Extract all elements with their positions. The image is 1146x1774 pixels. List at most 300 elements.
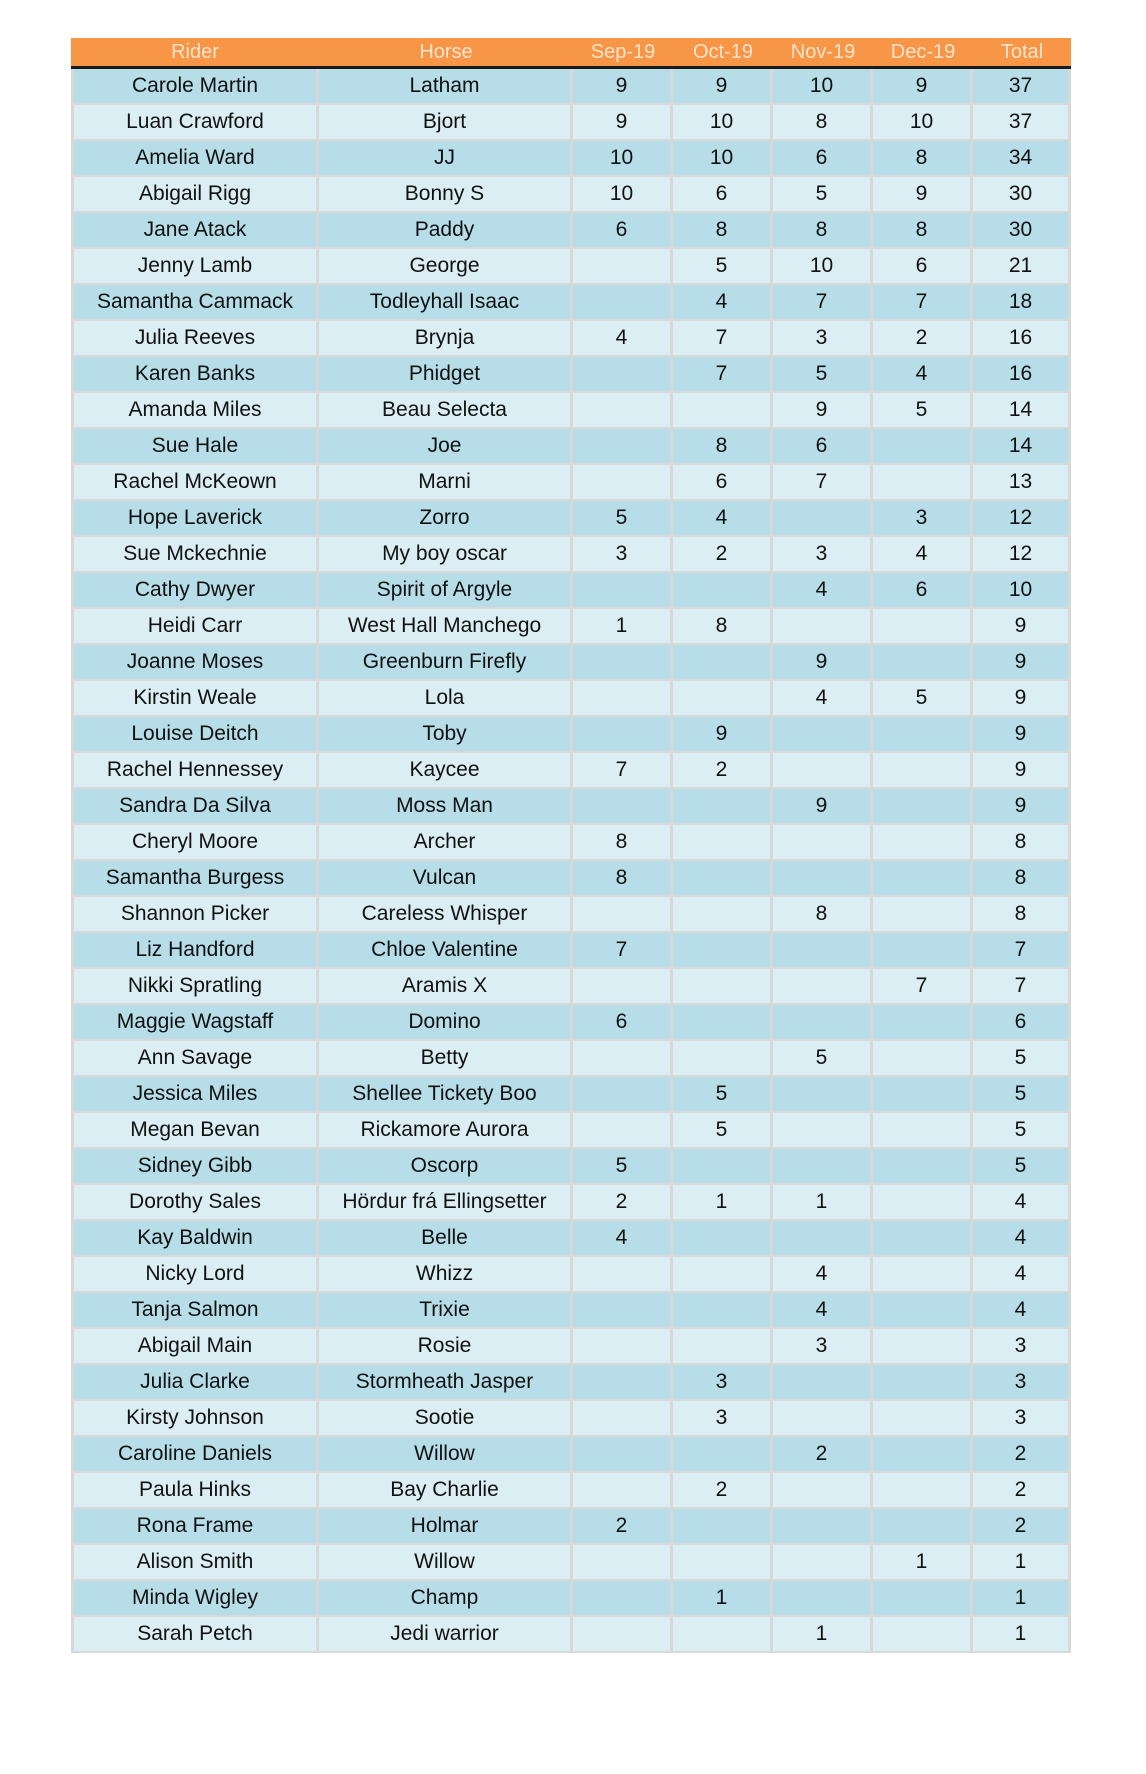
cell-horse: Bonny S bbox=[319, 177, 573, 213]
cell-nov-19 bbox=[773, 501, 873, 537]
cell-oct-19 bbox=[673, 1293, 773, 1329]
cell-horse: Holmar bbox=[319, 1509, 573, 1545]
table-row bbox=[71, 537, 1071, 573]
cell-sep-19 bbox=[573, 1617, 673, 1653]
table-row bbox=[71, 609, 1071, 645]
cell-dec-19: 1 bbox=[873, 1545, 973, 1581]
table-row bbox=[71, 1437, 1071, 1473]
table-row bbox=[71, 285, 1071, 321]
cell-sep-19: 6 bbox=[573, 213, 673, 249]
cell-sep-19: 8 bbox=[573, 861, 673, 897]
cell-rider: Shannon Picker bbox=[71, 897, 319, 933]
cell-sep-19 bbox=[573, 1401, 673, 1437]
cell-oct-19: 2 bbox=[673, 537, 773, 573]
cell-nov-19 bbox=[773, 1005, 873, 1041]
cell-dec-19: 4 bbox=[873, 357, 973, 393]
cell-rider: Joanne Moses bbox=[71, 645, 319, 681]
cell-oct-19 bbox=[673, 789, 773, 825]
cell-dec-19 bbox=[873, 1509, 973, 1545]
table-row bbox=[71, 1473, 1071, 1509]
cell-rider: Rachel McKeown bbox=[71, 465, 319, 501]
cell-nov-19: 4 bbox=[773, 573, 873, 609]
cell-rider: Rona Frame bbox=[71, 1509, 319, 1545]
cell-total: 34 bbox=[973, 141, 1071, 177]
table-row bbox=[71, 357, 1071, 393]
cell-nov-19: 10 bbox=[773, 69, 873, 105]
cell-total: 4 bbox=[973, 1257, 1071, 1293]
cell-horse: Belle bbox=[319, 1221, 573, 1257]
cell-nov-19: 4 bbox=[773, 1293, 873, 1329]
table-row bbox=[71, 573, 1071, 609]
cell-horse: Trixie bbox=[319, 1293, 573, 1329]
cell-total: 9 bbox=[973, 681, 1071, 717]
cell-oct-19: 6 bbox=[673, 465, 773, 501]
cell-dec-19: 4 bbox=[873, 537, 973, 573]
cell-dec-19 bbox=[873, 1221, 973, 1257]
cell-sep-19 bbox=[573, 1545, 673, 1581]
cell-oct-19: 8 bbox=[673, 213, 773, 249]
cell-dec-19: 2 bbox=[873, 321, 973, 357]
cell-rider: Paula Hinks bbox=[71, 1473, 319, 1509]
cell-total: 30 bbox=[973, 213, 1071, 249]
cell-nov-19 bbox=[773, 969, 873, 1005]
cell-total: 5 bbox=[973, 1149, 1071, 1185]
cell-horse: Toby bbox=[319, 717, 573, 753]
cell-nov-19: 8 bbox=[773, 105, 873, 141]
cell-rider: Julia Clarke bbox=[71, 1365, 319, 1401]
cell-dec-19 bbox=[873, 465, 973, 501]
cell-horse: Paddy bbox=[319, 213, 573, 249]
cell-horse: Domino bbox=[319, 1005, 573, 1041]
cell-rider: Kirstin Weale bbox=[71, 681, 319, 717]
cell-nov-19: 6 bbox=[773, 429, 873, 465]
cell-dec-19 bbox=[873, 1437, 973, 1473]
cell-nov-19: 9 bbox=[773, 393, 873, 429]
cell-oct-19 bbox=[673, 573, 773, 609]
cell-total: 3 bbox=[973, 1365, 1071, 1401]
cell-total: 8 bbox=[973, 861, 1071, 897]
column-header-horse: Horse bbox=[319, 38, 573, 69]
cell-oct-19 bbox=[673, 861, 773, 897]
cell-dec-19: 5 bbox=[873, 681, 973, 717]
cell-sep-19 bbox=[573, 1041, 673, 1077]
table-row bbox=[71, 789, 1071, 825]
cell-horse: Shellee Tickety Boo bbox=[319, 1077, 573, 1113]
cell-rider: Caroline Daniels bbox=[71, 1437, 319, 1473]
cell-horse: Moss Man bbox=[319, 789, 573, 825]
cell-horse: Archer bbox=[319, 825, 573, 861]
cell-oct-19: 7 bbox=[673, 321, 773, 357]
cell-sep-19 bbox=[573, 1113, 673, 1149]
cell-rider: Kay Baldwin bbox=[71, 1221, 319, 1257]
cell-dec-19: 9 bbox=[873, 177, 973, 213]
cell-nov-19 bbox=[773, 1509, 873, 1545]
cell-nov-19: 4 bbox=[773, 681, 873, 717]
cell-oct-19 bbox=[673, 681, 773, 717]
cell-total: 9 bbox=[973, 789, 1071, 825]
cell-oct-19: 3 bbox=[673, 1365, 773, 1401]
cell-nov-19: 4 bbox=[773, 1257, 873, 1293]
cell-total: 3 bbox=[973, 1401, 1071, 1437]
cell-rider: Maggie Wagstaff bbox=[71, 1005, 319, 1041]
cell-horse: Hördur frá Ellingsetter bbox=[319, 1185, 573, 1221]
cell-rider: Nikki Spratling bbox=[71, 969, 319, 1005]
cell-rider: Julia Reeves bbox=[71, 321, 319, 357]
table-row bbox=[71, 249, 1071, 285]
cell-dec-19 bbox=[873, 1257, 973, 1293]
cell-nov-19: 3 bbox=[773, 321, 873, 357]
column-header-total: Total bbox=[973, 38, 1071, 69]
cell-oct-19: 5 bbox=[673, 249, 773, 285]
cell-total: 4 bbox=[973, 1185, 1071, 1221]
cell-dec-19 bbox=[873, 1077, 973, 1113]
cell-rider: Tanja Salmon bbox=[71, 1293, 319, 1329]
cell-total: 14 bbox=[973, 393, 1071, 429]
table-row bbox=[71, 213, 1071, 249]
cell-sep-19: 4 bbox=[573, 321, 673, 357]
cell-total: 6 bbox=[973, 1005, 1071, 1041]
cell-total: 2 bbox=[973, 1473, 1071, 1509]
cell-rider: Liz Handford bbox=[71, 933, 319, 969]
cell-total: 4 bbox=[973, 1293, 1071, 1329]
cell-sep-19: 7 bbox=[573, 933, 673, 969]
cell-rider: Alison Smith bbox=[71, 1545, 319, 1581]
cell-dec-19: 7 bbox=[873, 969, 973, 1005]
cell-total: 18 bbox=[973, 285, 1071, 321]
cell-nov-19: 1 bbox=[773, 1617, 873, 1653]
cell-rider: Carole Martin bbox=[71, 69, 319, 105]
cell-horse: Zorro bbox=[319, 501, 573, 537]
cell-dec-19 bbox=[873, 1293, 973, 1329]
cell-total: 2 bbox=[973, 1437, 1071, 1473]
cell-nov-19: 7 bbox=[773, 285, 873, 321]
cell-sep-19: 9 bbox=[573, 69, 673, 105]
cell-oct-19: 8 bbox=[673, 429, 773, 465]
cell-dec-19 bbox=[873, 861, 973, 897]
cell-total: 12 bbox=[973, 537, 1071, 573]
table-row bbox=[71, 1617, 1071, 1653]
cell-nov-19 bbox=[773, 1581, 873, 1617]
cell-rider: Samantha Burgess bbox=[71, 861, 319, 897]
cell-nov-19: 8 bbox=[773, 897, 873, 933]
cell-oct-19: 9 bbox=[673, 69, 773, 105]
cell-sep-19: 7 bbox=[573, 753, 673, 789]
cell-total: 16 bbox=[973, 321, 1071, 357]
cell-nov-19 bbox=[773, 1545, 873, 1581]
cell-oct-19 bbox=[673, 1041, 773, 1077]
table-row bbox=[71, 1041, 1071, 1077]
table-row bbox=[71, 753, 1071, 789]
cell-rider: Amanda Miles bbox=[71, 393, 319, 429]
table-row bbox=[71, 321, 1071, 357]
cell-sep-19 bbox=[573, 429, 673, 465]
table-row bbox=[71, 897, 1071, 933]
cell-rider: Megan Bevan bbox=[71, 1113, 319, 1149]
cell-oct-19: 6 bbox=[673, 177, 773, 213]
table-row bbox=[71, 1257, 1071, 1293]
cell-dec-19 bbox=[873, 717, 973, 753]
cell-oct-19: 7 bbox=[673, 357, 773, 393]
cell-oct-19 bbox=[673, 645, 773, 681]
cell-rider: Jenny Lamb bbox=[71, 249, 319, 285]
cell-total: 12 bbox=[973, 501, 1071, 537]
cell-horse: Bjort bbox=[319, 105, 573, 141]
cell-sep-19 bbox=[573, 573, 673, 609]
cell-oct-19 bbox=[673, 897, 773, 933]
cell-total: 7 bbox=[973, 969, 1071, 1005]
cell-nov-19: 7 bbox=[773, 465, 873, 501]
cell-sep-19: 9 bbox=[573, 105, 673, 141]
cell-nov-19 bbox=[773, 753, 873, 789]
cell-total: 9 bbox=[973, 753, 1071, 789]
cell-dec-19: 3 bbox=[873, 501, 973, 537]
cell-horse: Beau Selecta bbox=[319, 393, 573, 429]
cell-sep-19 bbox=[573, 1077, 673, 1113]
table-row bbox=[71, 969, 1071, 1005]
cell-sep-19 bbox=[573, 357, 673, 393]
cell-sep-19: 2 bbox=[573, 1185, 673, 1221]
cell-nov-19: 6 bbox=[773, 141, 873, 177]
cell-dec-19 bbox=[873, 897, 973, 933]
cell-horse: Latham bbox=[319, 69, 573, 105]
cell-dec-19 bbox=[873, 933, 973, 969]
table-row bbox=[71, 1365, 1071, 1401]
table-row bbox=[71, 1293, 1071, 1329]
cell-total: 16 bbox=[973, 357, 1071, 393]
cell-horse: Marni bbox=[319, 465, 573, 501]
cell-oct-19 bbox=[673, 1617, 773, 1653]
table-row bbox=[71, 1185, 1071, 1221]
cell-rider: Sidney Gibb bbox=[71, 1149, 319, 1185]
cell-oct-19 bbox=[673, 1149, 773, 1185]
table-row bbox=[71, 681, 1071, 717]
table-row bbox=[71, 1509, 1071, 1545]
cell-sep-19 bbox=[573, 1473, 673, 1509]
cell-sep-19 bbox=[573, 1293, 673, 1329]
cell-oct-19: 1 bbox=[673, 1185, 773, 1221]
table-row bbox=[71, 861, 1071, 897]
cell-nov-19: 3 bbox=[773, 1329, 873, 1365]
cell-dec-19 bbox=[873, 1113, 973, 1149]
cell-total: 8 bbox=[973, 897, 1071, 933]
cell-oct-19: 8 bbox=[673, 609, 773, 645]
cell-rider: Sue Mckechnie bbox=[71, 537, 319, 573]
cell-total: 5 bbox=[973, 1041, 1071, 1077]
cell-rider: Sandra Da Silva bbox=[71, 789, 319, 825]
column-header-dec-19: Dec-19 bbox=[873, 38, 973, 69]
cell-total: 1 bbox=[973, 1545, 1071, 1581]
cell-sep-19 bbox=[573, 897, 673, 933]
cell-sep-19 bbox=[573, 717, 673, 753]
cell-oct-19 bbox=[673, 1329, 773, 1365]
cell-horse: Phidget bbox=[319, 357, 573, 393]
cell-dec-19 bbox=[873, 1185, 973, 1221]
table-row bbox=[71, 1149, 1071, 1185]
cell-sep-19: 2 bbox=[573, 1509, 673, 1545]
table-row bbox=[71, 1545, 1071, 1581]
cell-dec-19 bbox=[873, 1473, 973, 1509]
column-header-nov-19: Nov-19 bbox=[773, 38, 873, 69]
cell-total: 5 bbox=[973, 1113, 1071, 1149]
cell-horse: Oscorp bbox=[319, 1149, 573, 1185]
column-header-rider: Rider bbox=[71, 38, 319, 69]
table-row bbox=[71, 1005, 1071, 1041]
cell-rider: Jane Atack bbox=[71, 213, 319, 249]
table-row bbox=[71, 501, 1071, 537]
column-header-sep-19: Sep-19 bbox=[573, 38, 673, 69]
cell-rider: Heidi Carr bbox=[71, 609, 319, 645]
cell-horse: West Hall Manchego bbox=[319, 609, 573, 645]
cell-total: 1 bbox=[973, 1617, 1071, 1653]
table-row bbox=[71, 1329, 1071, 1365]
cell-oct-19: 10 bbox=[673, 105, 773, 141]
cell-nov-19 bbox=[773, 717, 873, 753]
cell-rider: Hope Laverick bbox=[71, 501, 319, 537]
cell-rider: Jessica Miles bbox=[71, 1077, 319, 1113]
cell-horse: Greenburn Firefly bbox=[319, 645, 573, 681]
cell-rider: Abigail Main bbox=[71, 1329, 319, 1365]
cell-nov-19: 8 bbox=[773, 213, 873, 249]
cell-rider: Louise Deitch bbox=[71, 717, 319, 753]
cell-nov-19 bbox=[773, 1401, 873, 1437]
cell-horse: JJ bbox=[319, 141, 573, 177]
cell-sep-19: 1 bbox=[573, 609, 673, 645]
cell-sep-19 bbox=[573, 1329, 673, 1365]
table-body bbox=[71, 69, 1071, 1653]
table-row bbox=[71, 933, 1071, 969]
cell-nov-19 bbox=[773, 933, 873, 969]
cell-dec-19 bbox=[873, 1041, 973, 1077]
cell-dec-19: 6 bbox=[873, 249, 973, 285]
cell-horse: Chloe Valentine bbox=[319, 933, 573, 969]
cell-sep-19 bbox=[573, 1581, 673, 1617]
cell-total: 2 bbox=[973, 1509, 1071, 1545]
cell-dec-19 bbox=[873, 645, 973, 681]
cell-sep-19 bbox=[573, 645, 673, 681]
cell-horse: George bbox=[319, 249, 573, 285]
cell-total: 9 bbox=[973, 645, 1071, 681]
cell-sep-19 bbox=[573, 465, 673, 501]
cell-horse: Rosie bbox=[319, 1329, 573, 1365]
cell-dec-19: 9 bbox=[873, 69, 973, 105]
table-row bbox=[71, 1221, 1071, 1257]
cell-dec-19 bbox=[873, 1617, 973, 1653]
cell-sep-19 bbox=[573, 789, 673, 825]
table-row bbox=[71, 429, 1071, 465]
cell-horse: Lola bbox=[319, 681, 573, 717]
cell-horse: Betty bbox=[319, 1041, 573, 1077]
cell-rider: Cheryl Moore bbox=[71, 825, 319, 861]
cell-total: 3 bbox=[973, 1329, 1071, 1365]
cell-rider: Dorothy Sales bbox=[71, 1185, 319, 1221]
cell-sep-19 bbox=[573, 249, 673, 285]
cell-dec-19 bbox=[873, 429, 973, 465]
cell-sep-19: 4 bbox=[573, 1221, 673, 1257]
cell-rider: Luan Crawford bbox=[71, 105, 319, 141]
cell-oct-19: 4 bbox=[673, 285, 773, 321]
cell-total: 37 bbox=[973, 105, 1071, 141]
cell-oct-19: 10 bbox=[673, 141, 773, 177]
cell-dec-19 bbox=[873, 1401, 973, 1437]
cell-dec-19 bbox=[873, 1149, 973, 1185]
cell-nov-19: 9 bbox=[773, 645, 873, 681]
cell-oct-19 bbox=[673, 933, 773, 969]
cell-oct-19: 5 bbox=[673, 1113, 773, 1149]
header-row bbox=[71, 38, 1071, 69]
cell-sep-19: 10 bbox=[573, 141, 673, 177]
cell-nov-19: 2 bbox=[773, 1437, 873, 1473]
cell-total: 9 bbox=[973, 717, 1071, 753]
cell-oct-19 bbox=[673, 1257, 773, 1293]
cell-sep-19 bbox=[573, 1437, 673, 1473]
cell-sep-19 bbox=[573, 1365, 673, 1401]
cell-nov-19: 9 bbox=[773, 789, 873, 825]
cell-oct-19: 2 bbox=[673, 753, 773, 789]
cell-dec-19: 5 bbox=[873, 393, 973, 429]
cell-horse: Careless Whisper bbox=[319, 897, 573, 933]
cell-horse: Joe bbox=[319, 429, 573, 465]
cell-total: 10 bbox=[973, 573, 1071, 609]
table-row bbox=[71, 645, 1071, 681]
cell-horse: Willow bbox=[319, 1437, 573, 1473]
cell-oct-19 bbox=[673, 1221, 773, 1257]
table-row bbox=[71, 825, 1071, 861]
cell-nov-19: 1 bbox=[773, 1185, 873, 1221]
cell-nov-19: 5 bbox=[773, 177, 873, 213]
cell-total: 5 bbox=[973, 1077, 1071, 1113]
column-header-oct-19: Oct-19 bbox=[673, 38, 773, 69]
cell-horse: Todleyhall Isaac bbox=[319, 285, 573, 321]
cell-total: 14 bbox=[973, 429, 1071, 465]
cell-rider: Nicky Lord bbox=[71, 1257, 319, 1293]
cell-sep-19 bbox=[573, 969, 673, 1005]
table-row bbox=[71, 105, 1071, 141]
cell-total: 30 bbox=[973, 177, 1071, 213]
cell-dec-19 bbox=[873, 825, 973, 861]
cell-nov-19: 3 bbox=[773, 537, 873, 573]
cell-rider: Minda Wigley bbox=[71, 1581, 319, 1617]
cell-dec-19 bbox=[873, 1005, 973, 1041]
cell-nov-19: 5 bbox=[773, 357, 873, 393]
cell-oct-19: 2 bbox=[673, 1473, 773, 1509]
cell-nov-19 bbox=[773, 1113, 873, 1149]
cell-sep-19 bbox=[573, 285, 673, 321]
standings-sheet bbox=[71, 38, 1071, 1653]
cell-oct-19 bbox=[673, 1545, 773, 1581]
cell-oct-19: 9 bbox=[673, 717, 773, 753]
cell-rider: Kirsty Johnson bbox=[71, 1401, 319, 1437]
cell-dec-19: 7 bbox=[873, 285, 973, 321]
cell-total: 8 bbox=[973, 825, 1071, 861]
table-row bbox=[71, 141, 1071, 177]
cell-nov-19 bbox=[773, 1221, 873, 1257]
cell-rider: Amelia Ward bbox=[71, 141, 319, 177]
cell-horse: Brynja bbox=[319, 321, 573, 357]
cell-rider: Abigail Rigg bbox=[71, 177, 319, 213]
cell-total: 21 bbox=[973, 249, 1071, 285]
cell-dec-19 bbox=[873, 1329, 973, 1365]
cell-oct-19: 4 bbox=[673, 501, 773, 537]
cell-total: 7 bbox=[973, 933, 1071, 969]
cell-horse: Whizz bbox=[319, 1257, 573, 1293]
cell-sep-19 bbox=[573, 393, 673, 429]
cell-horse: Rickamore Aurora bbox=[319, 1113, 573, 1149]
cell-oct-19 bbox=[673, 969, 773, 1005]
cell-dec-19 bbox=[873, 789, 973, 825]
cell-oct-19: 3 bbox=[673, 1401, 773, 1437]
cell-dec-19: 10 bbox=[873, 105, 973, 141]
cell-nov-19 bbox=[773, 825, 873, 861]
